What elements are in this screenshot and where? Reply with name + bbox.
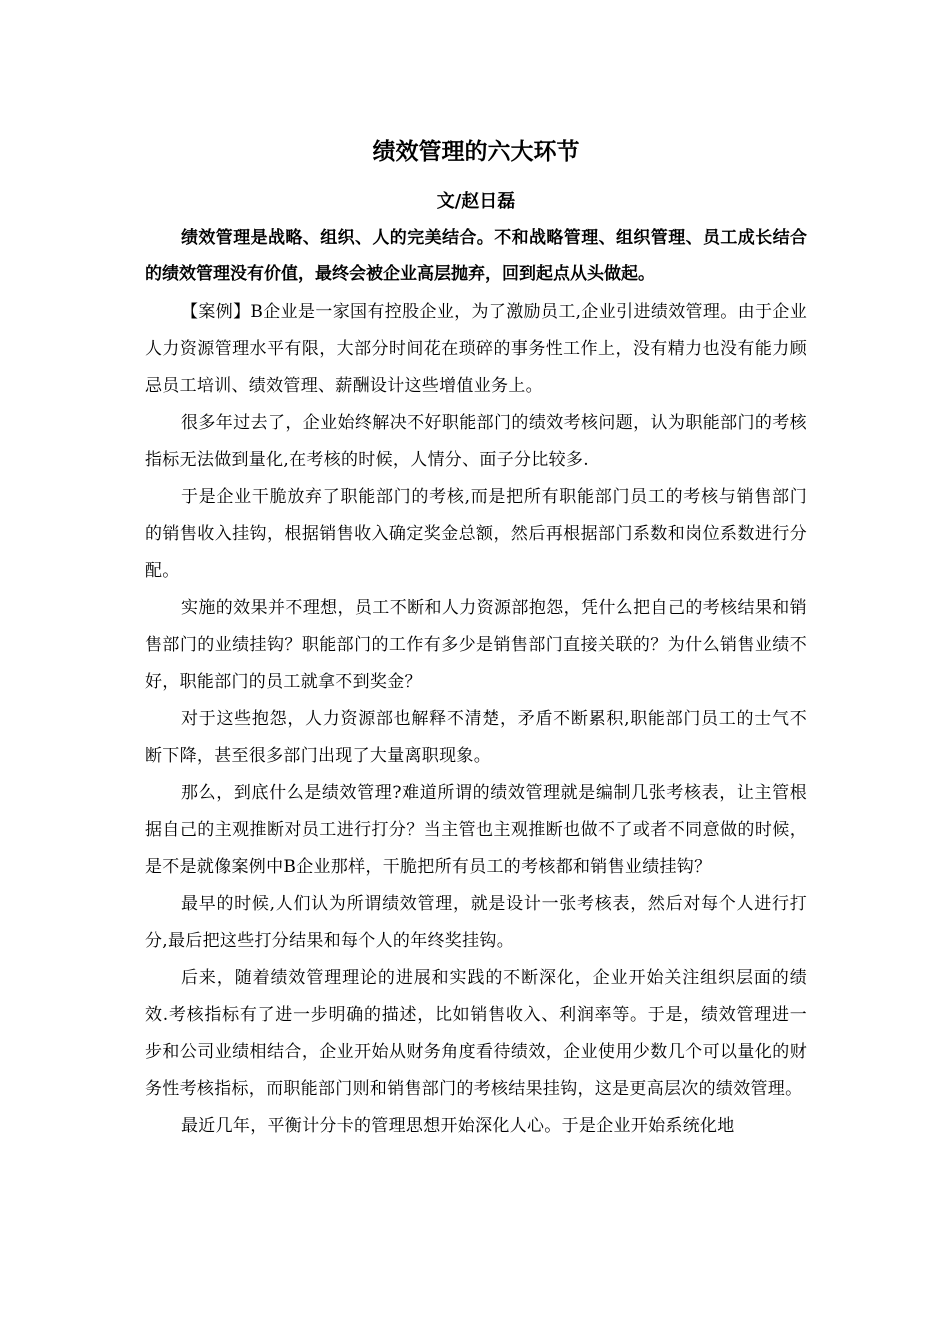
- paragraph: 对于这些抱怨，人力资源部也解释不清楚，矛盾不断累积,职能部门员工的士气不断下降，甚至很多部门出现了大量离职现象。: [145, 709, 807, 766]
- document-body: [145, 134, 807, 1145]
- paragraph: 后来，随着绩效管理理论的进展和实践的不断深化，企业开始关注组织层面的绩效.考核指标有了进一步明确的描述，比如销售收入、利润率等。于是，绩效管理进一步和公司业绩相结合，企业开始从财务角度看待绩效，企业使用少数几个可以量化的财务性考核指标，而职能部门则和销售部门的考核结果挂钩，这是更高层次的绩效管理。: [145, 968, 807, 1099]
- paragraph-case: 【案例】B企业是一家国有控股企业，为了激励员工,企业引进绩效管理。由于企业人力资源管理水平有限，大部分时间花在琐碎的事务性工作上，没有精力也没有能力顾忌员工培训、绩效管理、薪酬设计这些增值业务上。: [145, 302, 807, 396]
- paragraph: 最近几年，平衡计分卡的管理思想开始深化人心。于是企业开始系统化地: [181, 1116, 735, 1136]
- paragraph: 那么，到底什么是绩效管理?难道所谓的绩效管理就是编制几张考核表，让主管根据自己的主观推断对员工进行打分？当主管也主观推断也做不了或者不同意做的时候，是不是就像案例中B企业那样，干脆把所有员工的考核都和销售业绩挂钩？: [145, 783, 807, 877]
- document-title: 绩效管理的六大环节: [372, 139, 580, 165]
- lead-paragraph: 绩效管理是战略、组织、人的完美结合。不和战略管理、组织管理、员工成长结合的绩效管理没有价值，最终会被企业高层抛弃，回到起点从头做起。: [145, 228, 807, 284]
- paragraph: 于是企业干脆放弃了职能部门的考核,而是把所有职能部门员工的考核与销售部门的销售收入挂钩，根据销售收入确定奖金总额，然后再根据部门系数和岗位系数进行分配。: [145, 487, 807, 581]
- author-byline: 文/赵日磊: [436, 191, 516, 212]
- paragraph: 实施的效果并不理想，员工不断和人力资源部抱怨，凭什么把自己的考核结果和销售部门的业绩挂钩？职能部门的工作有多少是销售部门直接关联的？为什么销售业绩不好，职能部门的员工就拿不到奖金？: [145, 598, 807, 692]
- paragraph: 很多年过去了，企业始终解决不好职能部门的绩效考核问题，认为职能部门的考核指标无法做到量化,在考核的时候，人情分、面子分比较多.: [145, 413, 807, 470]
- paragraph: 最早的时候,人们认为所谓绩效管理，就是设计一张考核表，然后对每个人进行打分,最后把这些打分结果和每个人的年终奖挂钩。: [145, 894, 807, 951]
